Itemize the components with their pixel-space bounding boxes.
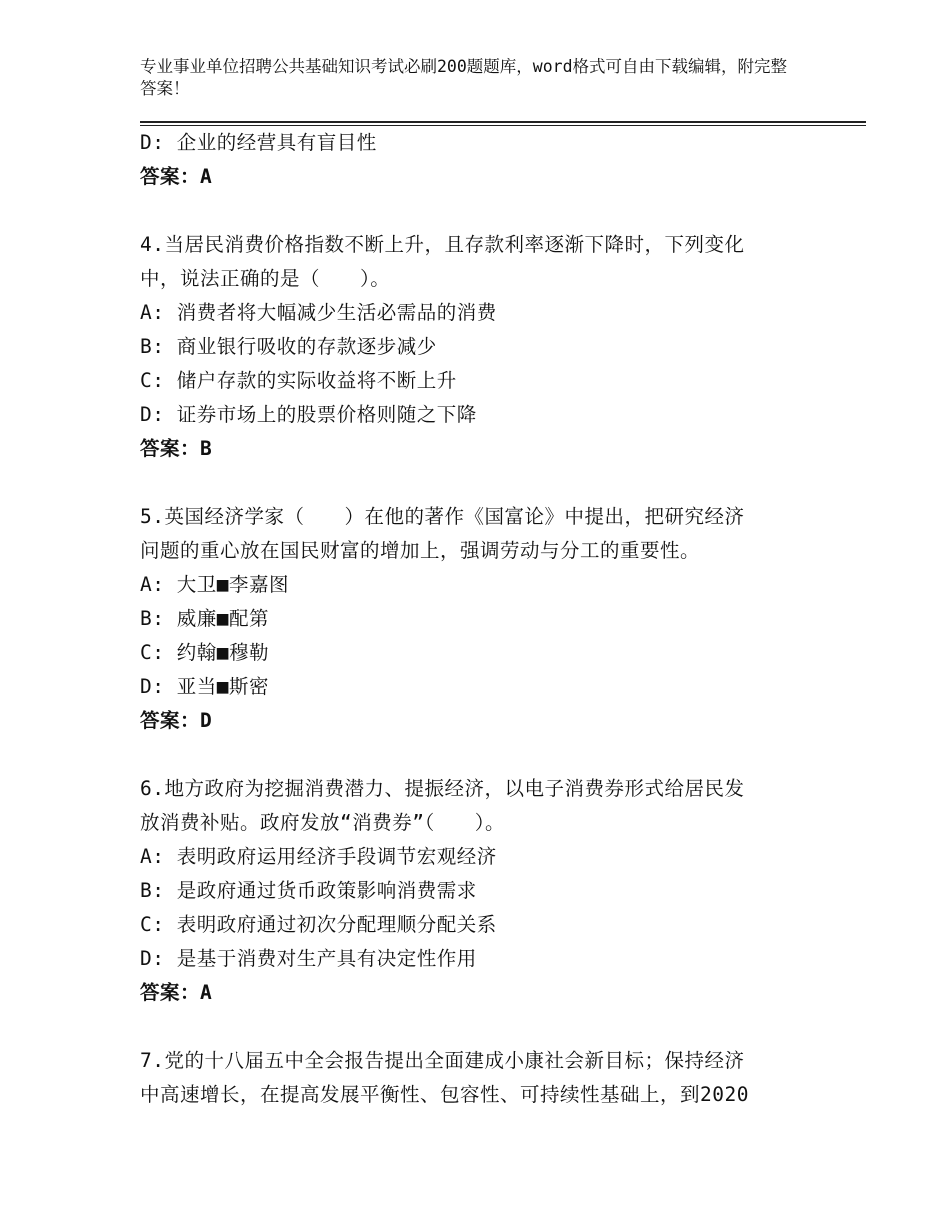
question-6 (140, 772, 810, 1010)
option-b: B: 是政府通过货币政策影响消费需求 (140, 879, 477, 902)
question-3-tail (140, 126, 810, 194)
document-header: 专业事业单位招聘公共基础知识考试必刷200题题库，word格式可自由下载编辑，附完整答案！ (140, 57, 788, 98)
option-c: C: 储户存款的实际收益将不断上升 (140, 369, 457, 392)
option-b: B: 威廉■配第 (140, 607, 269, 630)
option-c: C: 表明政府通过初次分配理顺分配关系 (140, 913, 497, 936)
answer: 答案：A (140, 165, 213, 188)
question-stem: 问题的重心放在国民财富的增加上，强调劳动与分工的重要性。 (140, 539, 701, 562)
question-5 (140, 500, 810, 738)
question-stem: 6.地方政府为挖掘消费潜力、提振经济，以电子消费券形式给居民发 (140, 777, 745, 800)
question-7 (140, 1044, 810, 1112)
question-stem: 4.当居民消费价格指数不断上升，且存款利率逐渐下降时，下列变化 (140, 233, 745, 256)
question-stem: 中高速增长，在提高发展平衡性、包容性、可持续性基础上，到2020 (140, 1083, 749, 1106)
header-rule-thick (140, 121, 866, 123)
answer: 答案：B (140, 437, 213, 460)
question-stem: 5.英国经济学家（ ）在他的著作《国富论》中提出，把研究经济 (140, 505, 745, 528)
option-d: D: 企业的经营具有盲目性 (140, 131, 377, 154)
option-a: A: 表明政府运用经济手段调节宏观经济 (140, 845, 497, 868)
answer: 答案：A (140, 981, 213, 1004)
question-stem: 放消费补贴。政府发放“消费券”（ ）。 (140, 811, 505, 834)
question-stem: 中，说法正确的是（ ）。 (140, 267, 391, 290)
answer: 答案：D (140, 709, 213, 732)
option-b: B: 商业银行吸收的存款逐步减少 (140, 335, 437, 358)
option-d: D: 是基于消费对生产具有决定性作用 (140, 947, 477, 970)
option-d: D: 证券市场上的股票价格则随之下降 (140, 403, 477, 426)
option-a: A: 大卫■李嘉图 (140, 573, 289, 596)
document-body (140, 126, 810, 1112)
option-a: A: 消费者将大幅减少生活必需品的消费 (140, 301, 497, 324)
option-d: D: 亚当■斯密 (140, 675, 269, 698)
question-4 (140, 228, 810, 466)
question-stem: 7.党的十八届五中全会报告提出全面建成小康社会新目标；保持经济 (140, 1049, 745, 1072)
option-c: C: 约翰■穆勒 (140, 641, 269, 664)
